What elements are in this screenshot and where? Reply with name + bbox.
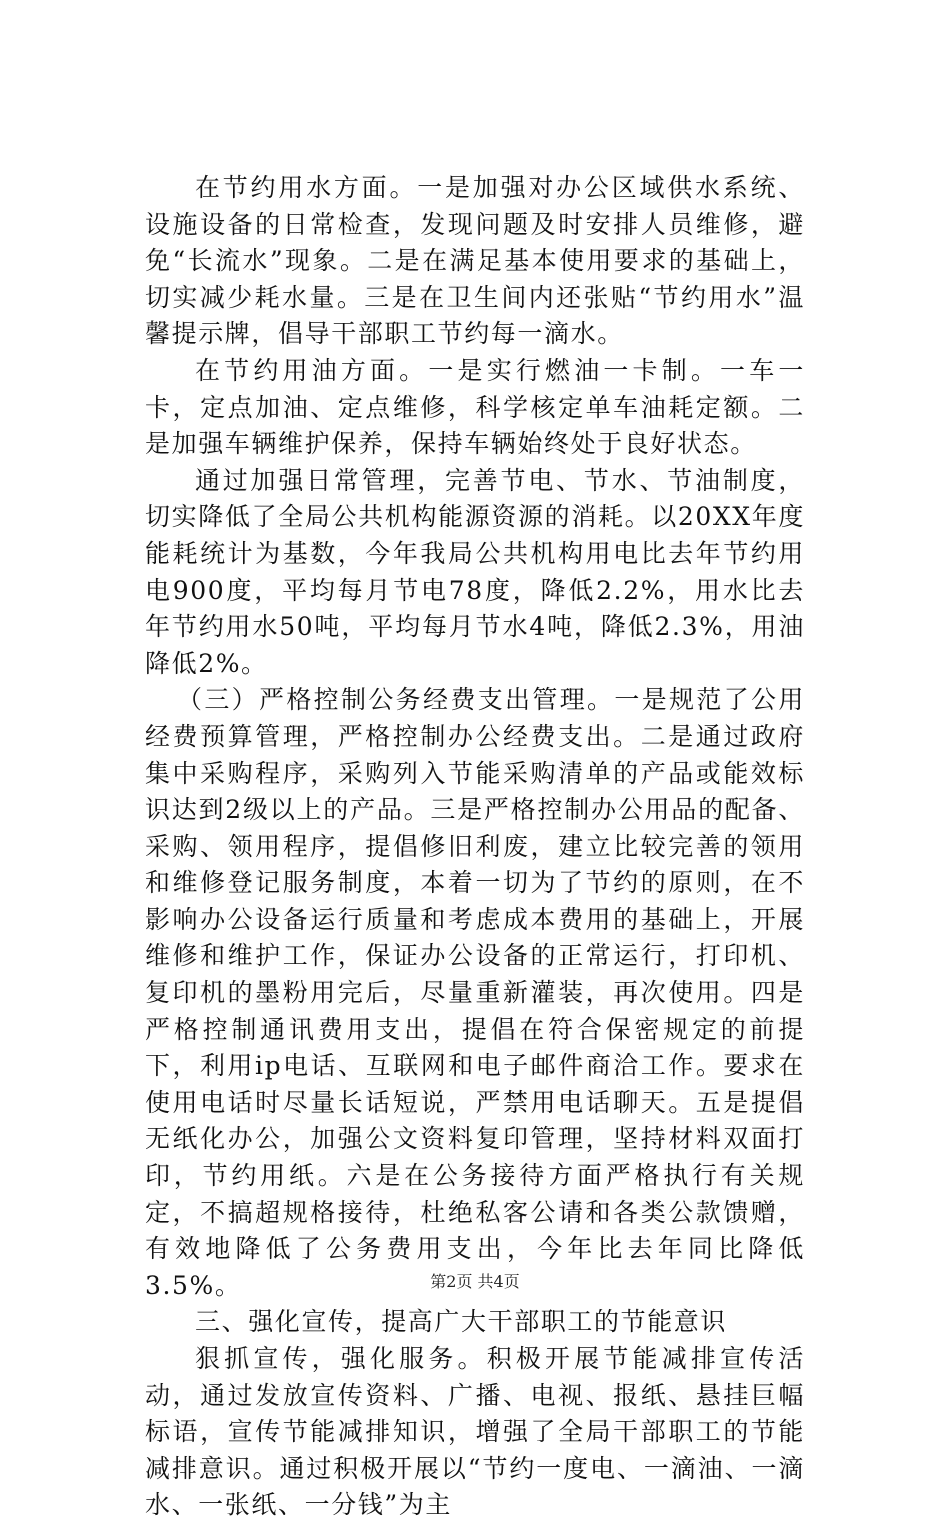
page-number-label: 第2页 共4页 bbox=[430, 1272, 520, 1291]
paragraph-energy-results: 通过加强日常管理，完善节电、节水、节油制度，切实降低了全局公共机构能源资源的消耗。以20XX年度能耗统计为基数，今年我局公共机构用电比去年节约用电900度，平均每月节电78度，降低2.2%，用水比去年节约用水50吨，平均每月节水4吨，降低2.3%，用油降低2%。 bbox=[145, 465, 805, 678]
page-footer bbox=[0, 1272, 950, 1292]
paragraph-oil-saving: 在节约用油方面。一是实行燃油一卡制。一车一卡，定点加油、定点维修，科学核定单车油耗定额。二是加强车辆维护保养，保持车辆始终处于良好状态。 bbox=[145, 355, 805, 459]
paragraph-expense-control: （三）严格控制公务经费支出管理。一是规范了公用经费预算管理，严格控制办公经费支出。二是通过政府集中采购程序，采购列入节能采购清单的产品或能效标识达到2级以上的产品。三是严格控制办公用品的配备、采购、领用程序，提倡修旧利废，建立比较完善的领用和维修登记服务制度，本着一切为了节约的原则，在不影响办公设备运行质量和考虑成本费用的基础上，开展维修和维护工作，保证办公设备的正常运行，打印机、复印机的墨粉用完后，尽量重新灌装，再次使用。四是严格控制通讯费用支出，提倡在符合保密规定的前提下，利用ip电话、互联网和电子邮件商洽工作。要求在使用电话时尽量长话短说，严禁用电话聊天。五是提倡无纸化办公，加强公文资料复印管理，坚持材料双面打印，节约用纸。六是在公务接待方面严格执行有关规定，不搞超规格接待，杜绝私客公请和各类公款馈赠，有效地降低了公务费用支出，今年比去年同比降低3.5%。 bbox=[145, 685, 805, 1300]
document-body bbox=[145, 170, 805, 1524]
paragraph-water-saving: 在节约用水方面。一是加强对办公区域供水系统、设施设备的日常检查，发现问题及时安排人员维修，避免“长流水”现象。二是在满足基本使用要求的基础上，切实减少耗水量。三是在卫生间内还张贴“节约用水”温馨提示牌，倡导干部职工节约每一滴水。 bbox=[145, 173, 805, 349]
paragraph-publicity: 狠抓宣传，强化服务。积极开展节能减排宣传活动，通过发放宣传资料、广播、电视、报纸、悬挂巨幅标语，宣传节能减排知识，增强了全局干部职工的节能减排意识。通过积极开展以“节约一度电、一滴油、一滴水、一张纸、一分钱”为主 bbox=[145, 1344, 805, 1520]
section-heading-publicity: 三、强化宣传，提高广大干部职工的节能意识 bbox=[195, 1307, 728, 1337]
